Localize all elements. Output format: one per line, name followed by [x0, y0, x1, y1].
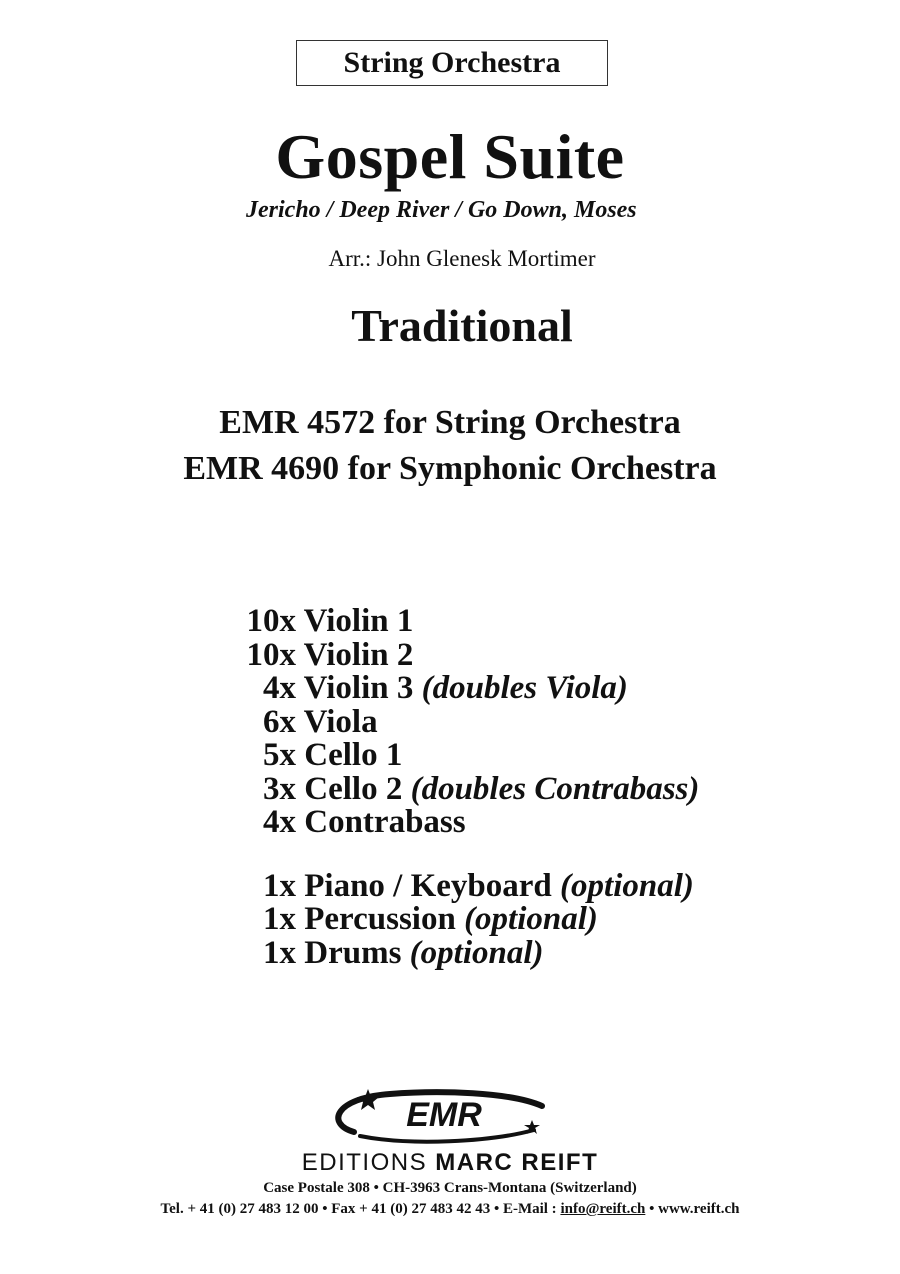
- publisher-contact: [0, 1199, 900, 1219]
- instrument-name: Cello 2: [304, 770, 403, 807]
- instrument-name: Viola: [303, 703, 378, 740]
- publisher-name: [0, 1149, 900, 1177]
- instrument-name: Drums: [304, 934, 402, 971]
- instrument-quantity: 1x: [263, 867, 296, 904]
- instrument-quantity: 5x: [263, 737, 296, 773]
- page-title: Gospel Suite: [275, 121, 625, 192]
- instrument-note: (optional): [409, 934, 544, 971]
- edition-line: EMR 4572 for String Orchestra: [219, 404, 681, 441]
- instrument-quantity: 1x: [263, 901, 296, 937]
- publisher-logo: [320, 1086, 560, 1148]
- instrument-name: Cello 1: [304, 737, 403, 773]
- instrument-row: [232, 605, 699, 639]
- instrument-note: (doubles Contrabass): [410, 770, 700, 807]
- list-spacer: [232, 840, 699, 870]
- instrument-row: [232, 703, 699, 740]
- instrument-row: [232, 770, 700, 807]
- publisher-name-part: EDITIONS: [301, 1149, 428, 1176]
- optional-instrument-row: [232, 867, 699, 904]
- instrument-name: Percussion: [304, 901, 456, 937]
- instrument-row: [232, 739, 699, 773]
- contact-website: • www.reift.ch: [645, 1201, 740, 1217]
- logo-wordmark: EMR: [406, 1096, 482, 1134]
- instrument-row: [232, 636, 699, 673]
- optional-instrument-row: [232, 934, 699, 971]
- instrument-name: Violin 1: [303, 603, 414, 639]
- composer-credit: Traditional: [351, 300, 573, 351]
- instrument-quantity: 10x: [246, 636, 296, 673]
- instrument-quantity: 3x: [263, 770, 296, 807]
- instrument-quantity: 6x: [263, 703, 296, 740]
- instrument-note: (optional): [560, 867, 694, 904]
- star-icon: [357, 1089, 379, 1110]
- instrument-name: Violin 2: [303, 636, 414, 673]
- publisher-name-part: REIFT: [521, 1149, 599, 1176]
- instrument-note: (doubles Viola): [421, 670, 628, 706]
- category-label: String Orchestra: [343, 46, 561, 79]
- contact-phone-fax: Tel. + 41 (0) 27 483 12 00 • Fax + 41 (0) 27 483 42 43 • E-Mail :: [160, 1201, 561, 1217]
- arranger-credit: Arr.: John Glenesk Mortimer: [328, 246, 596, 271]
- instrument-row: [232, 672, 699, 706]
- category-label-box: [296, 40, 608, 86]
- instrument-quantity: 1x: [263, 934, 296, 971]
- instrument-note: (optional): [464, 901, 598, 937]
- instrument-name: Violin 3: [303, 670, 414, 706]
- instrument-name: Contrabass: [304, 804, 466, 840]
- instrument-quantity: 4x: [263, 804, 296, 840]
- instrument-name: Piano / Keyboard: [304, 867, 552, 904]
- subtitle: Jericho / Deep River / Go Down, Moses: [246, 197, 637, 223]
- instrument-row: [232, 806, 699, 840]
- publisher-address: Case Postale 308 • CH-3963 Crans-Montana (Switzerland): [263, 1180, 637, 1196]
- instrumentation-list: [232, 605, 699, 970]
- instrument-quantity: 10x: [246, 603, 296, 639]
- publisher-name-part: MARC: [435, 1149, 514, 1176]
- instrument-quantity: 4x: [263, 670, 296, 706]
- optional-instrument-row: [232, 903, 699, 937]
- edition-line: EMR 4690 for Symphonic Orchestra: [183, 450, 717, 487]
- email-link[interactable]: info@reift.ch: [560, 1201, 646, 1217]
